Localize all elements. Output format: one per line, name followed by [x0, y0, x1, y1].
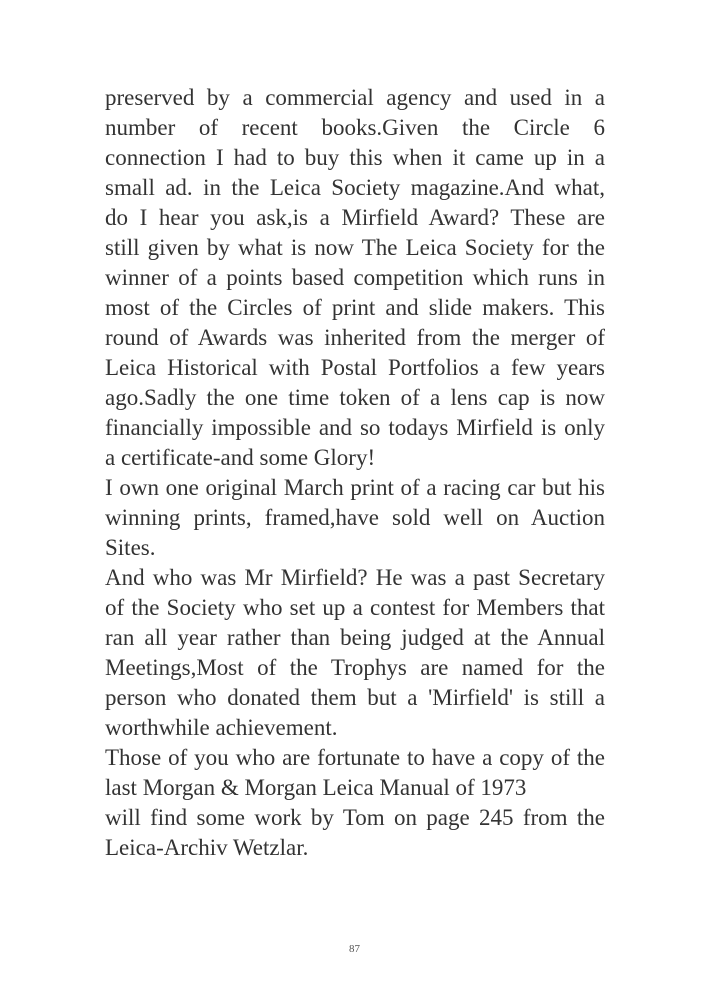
text-line: preserved by a commercial agency and used in a: [105, 85, 605, 110]
text-line: Sites.: [105, 535, 156, 560]
paragraph: [105, 473, 605, 563]
text-line: I own one original March print of a racing car but his: [105, 475, 605, 500]
text-line: of the Society who set up a contest for Members that: [105, 595, 605, 620]
text-line: Meetings,Most of the Trophys are named for the: [105, 655, 605, 680]
text-line: number of recent books.Given the Circle 6: [105, 115, 605, 140]
paragraph: [105, 743, 605, 803]
text-line: round of Awards was inherited from the merger of: [105, 325, 605, 350]
text-line: ago.Sadly the one time token of a lens cap is now: [105, 385, 605, 410]
text-line: a certificate-and some Glory!: [105, 445, 376, 470]
text-line: winner of a points based competition which runs in: [105, 265, 605, 290]
text-line: small ad. in the Leica Society magazine.And what,: [105, 175, 605, 200]
paragraph: [105, 563, 605, 743]
text-line: last Morgan & Morgan Leica Manual of 1973: [105, 775, 527, 800]
paragraph: [105, 803, 605, 863]
text-line: ran all year rather than being judged at the Annual: [105, 625, 605, 650]
text-line: financially impossible and so todays Mirfield is only: [105, 415, 605, 440]
paragraph: [105, 83, 605, 473]
text-line: connection I had to buy this when it came up in a: [105, 145, 605, 170]
text-line: most of the Circles of print and slide makers. This: [105, 295, 605, 320]
text-line: Leica-Archiv Wetzlar.: [105, 835, 309, 860]
text-line: still given by what is now The Leica Society for the: [105, 235, 605, 260]
page-number: 87: [349, 943, 360, 955]
text-line: Leica Historical with Postal Portfolios a few years: [105, 355, 605, 380]
text-line: And who was Mr Mirfield? He was a past Secretary: [105, 565, 605, 590]
text-line: will find some work by Tom on page 245 from the: [105, 805, 605, 830]
text-line: worthwhile achievement.: [105, 715, 338, 740]
document-body: [105, 83, 605, 863]
text-line: winning prints, framed,have sold well on Auction: [105, 505, 605, 530]
text-line: do I hear you ask,is a Mirfield Award? These are: [105, 205, 605, 230]
text-line: person who donated them but a 'Mirfield' is still a: [105, 685, 605, 710]
text-line: Those of you who are fortunate to have a copy of the: [105, 745, 605, 770]
